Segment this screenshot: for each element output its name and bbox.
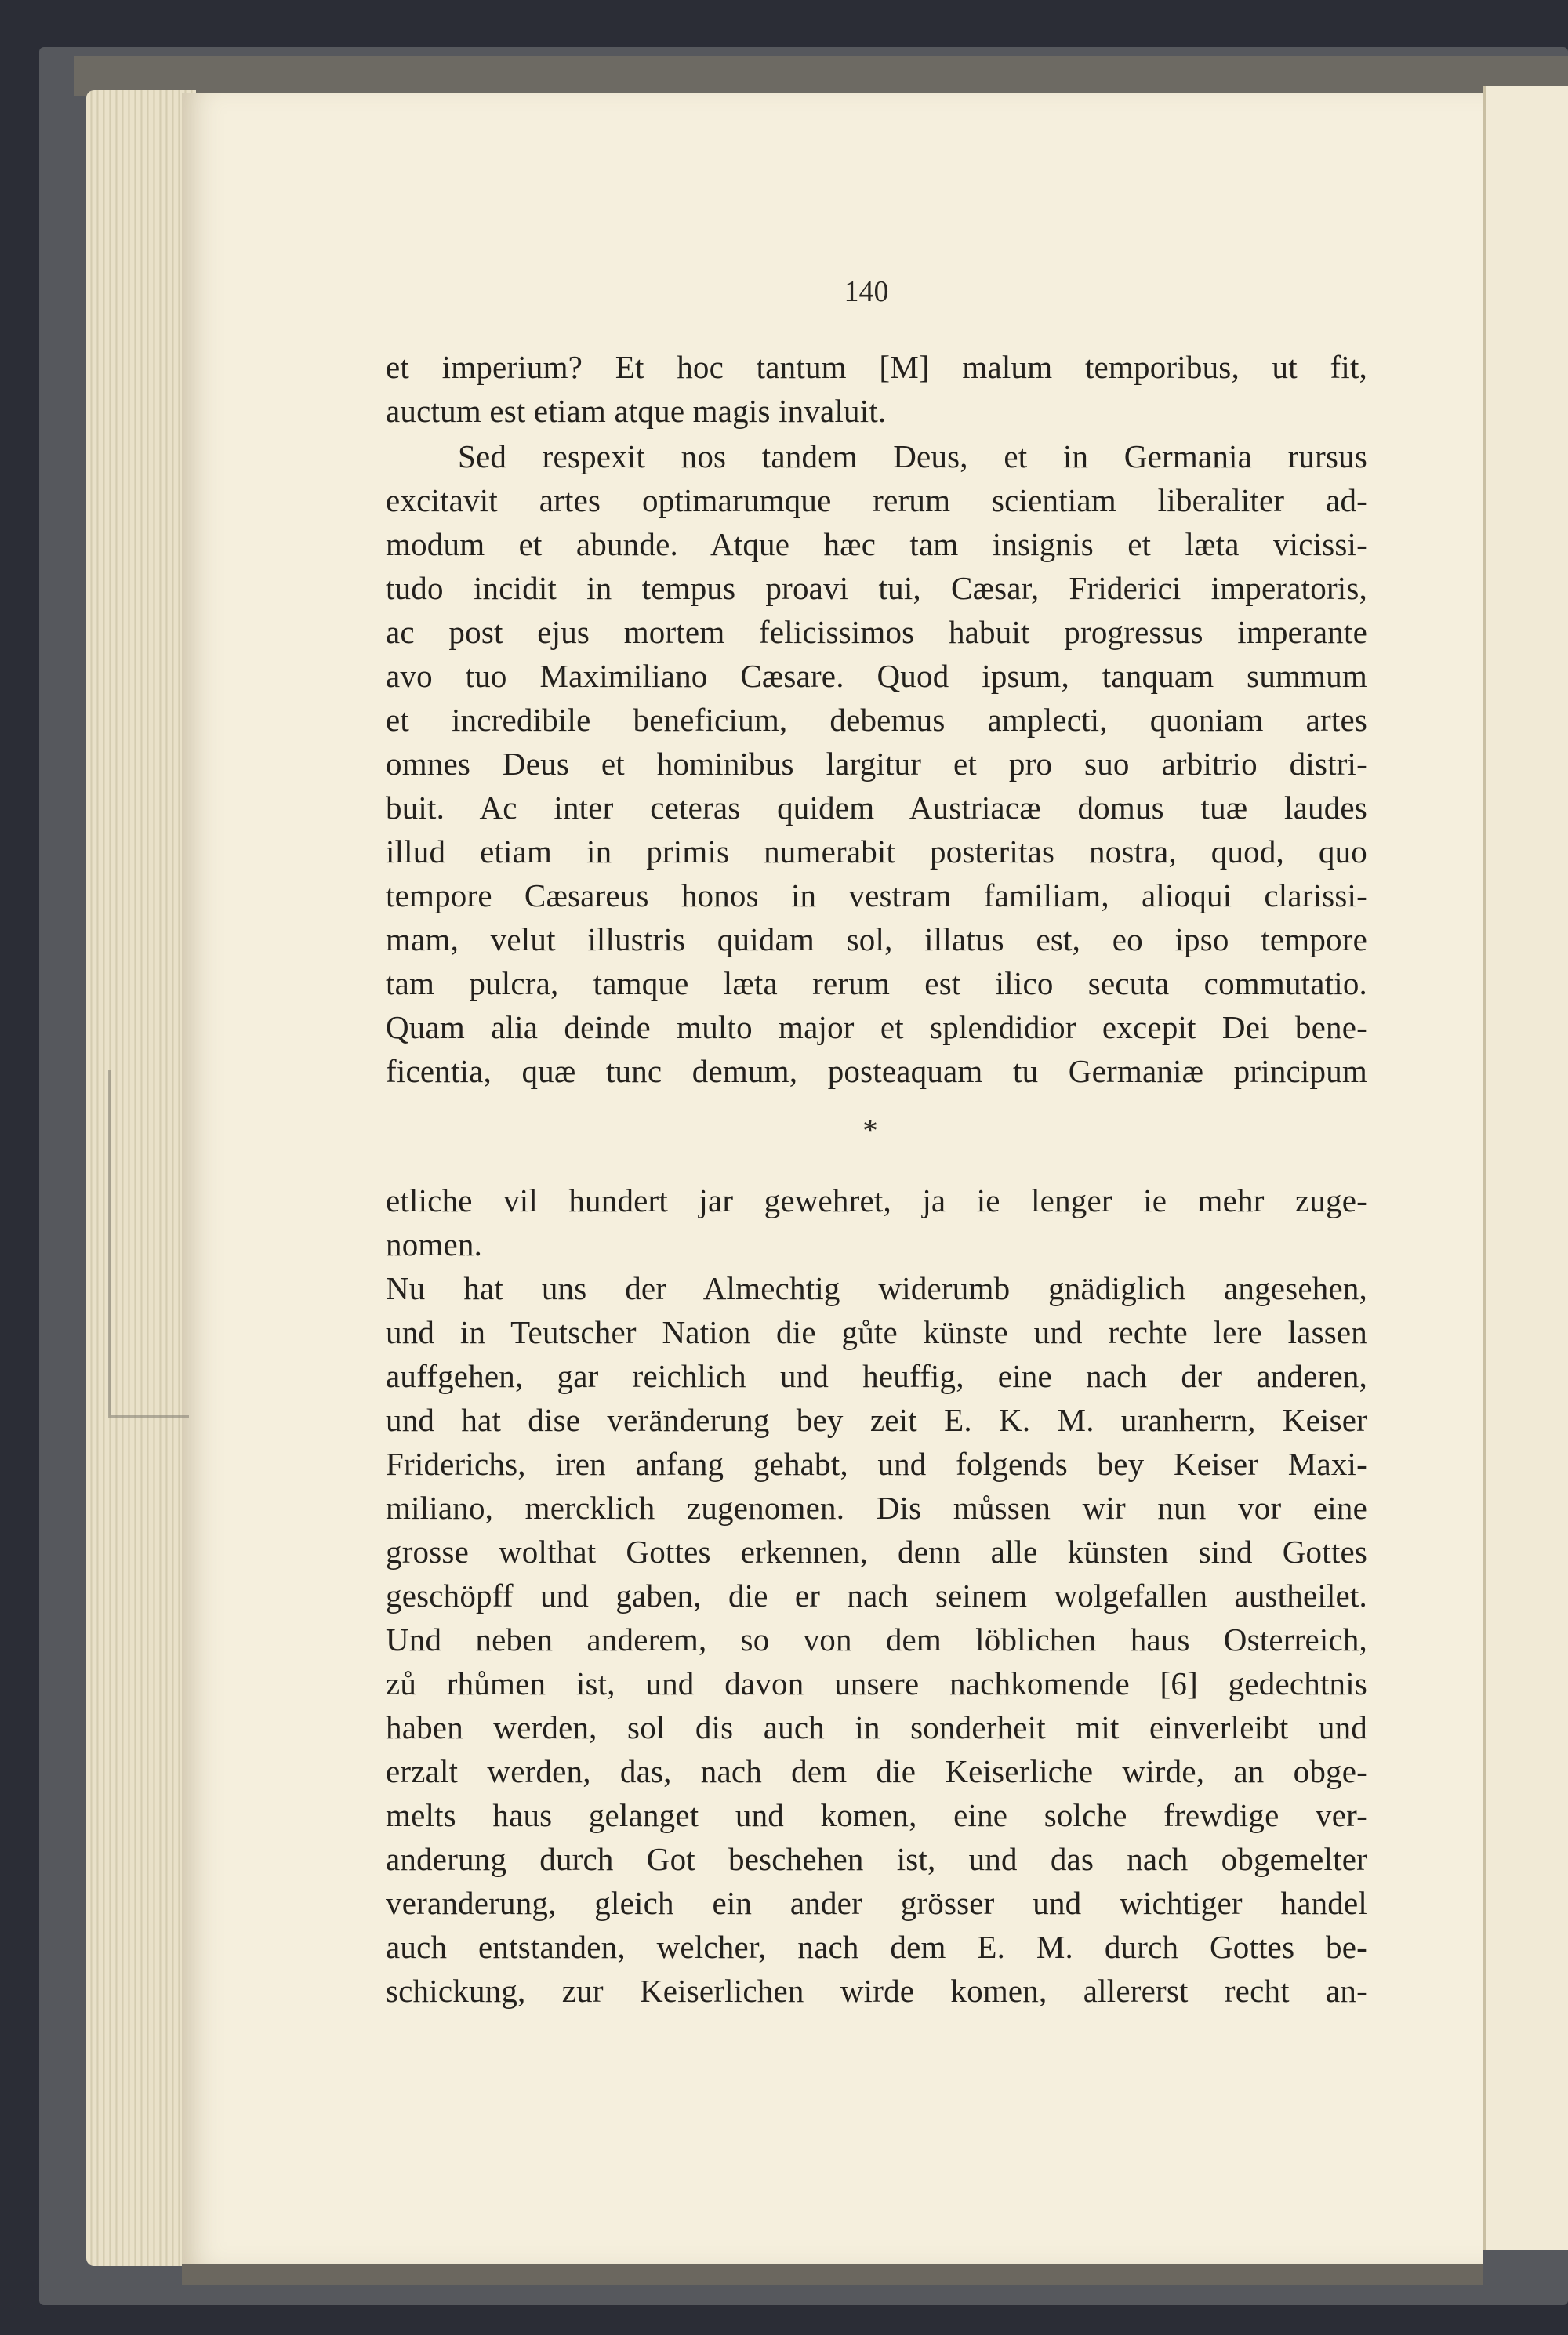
text-line: et imperium? Et hoc tantum [M] malum temporibus, ut fit, [386, 349, 1367, 385]
text-line: modum et abunde. Atque hæc tam insignis et læta vicissi- [386, 526, 1367, 562]
text-line: und in Teutscher Nation die gůte künste und rechte lere lassen [386, 1314, 1367, 1350]
text-line: etliche vil hundert jar gewehret, ja ie lenger ie mehr zuge- [386, 1182, 1367, 1218]
text-line: auffgehen, gar reichlich und heuffig, eine nach der anderen, [386, 1358, 1367, 1394]
section-separator: * [862, 1113, 878, 1148]
text-line: avo tuo Maximiliano Cæsare. Quod ipsum, tanquam summum [386, 658, 1367, 694]
text-line: auch entstanden, welcher, nach dem E. M. durch Gottes be- [386, 1929, 1367, 1965]
text-line: Quam alia deinde multo major et splendidior excepit Dei bene- [386, 1009, 1367, 1045]
text-line: ficentia, quæ tunc demum, posteaquam tu Germaniæ principum [386, 1053, 1367, 1089]
page-number: 140 [844, 275, 889, 308]
text-line: und hat dise veränderung bey zeit E. K. M. uranherrn, Keiser [386, 1402, 1367, 1438]
text-line: tudo incidit in tempus proavi tui, Cæsar, Friderici imperatoris, [386, 570, 1367, 606]
book-cover-top-edge [74, 56, 1568, 96]
text-line: grosse wolthat Gottes erkennen, denn alle künsten sind Gottes [386, 1534, 1367, 1570]
text-line: buit. Ac inter ceteras quidem Austriacæ domus tuæ laudes [386, 790, 1367, 826]
text-line: tempore Cæsareus honos in vestram familiam, alioqui clarissi- [386, 877, 1367, 913]
text-line: geschöpff und gaben, die er nach seinem wolgefallen austheilet. [386, 1578, 1367, 1614]
text-line: Friderichs, iren anfang gehabt, und folgends bey Keiser Maxi- [386, 1446, 1367, 1482]
text-line: melts haus gelanget und komen, eine solche frewdige ver- [386, 1797, 1367, 1833]
adjacent-page [1483, 86, 1568, 2250]
text-line: zů rhůmen ist, und davon unsere nachkomende [6] gedechtnis [386, 1665, 1367, 1701]
text-line: erzalt werden, das, nach dem die Keiserliche wirde, an obge- [386, 1753, 1367, 1789]
text-line: omnes Deus et hominibus largitur et pro suo arbitrio distri- [386, 746, 1367, 782]
text-line: Sed respexit nos tandem Deus, et in Germania rursus [458, 438, 1367, 474]
text-line: tam pulcra, tamque læta rerum est ilico secuta commutatio. [386, 965, 1367, 1001]
text-line: haben werden, sol dis auch in sonderheit mit einverleibt und [386, 1709, 1367, 1745]
text-line: Nu hat uns der Almechtig widerumb gnädiglich angesehen, [386, 1270, 1367, 1306]
text-line: veranderung, gleich ein ander grösser und wichtiger handel [386, 1885, 1367, 1921]
text-line: nomen. [386, 1226, 483, 1262]
book-bottom-edge [182, 2264, 1483, 2285]
text-line: miliano, mercklich zugenomen. Dis můssen wir nun vor eine [386, 1490, 1367, 1526]
text-line: ac post ejus mortem felicissimos habuit progressus imperante [386, 614, 1367, 650]
text-line: et incredibile beneficium, debemus amplecti, quoniam artes [386, 702, 1367, 738]
text-line: excitavit artes optimarumque rerum scientiam liberaliter ad- [386, 482, 1367, 518]
text-line: mam, velut illustris quidam sol, illatus est, eo ipso tempore [386, 921, 1367, 957]
text-line: anderung durch Got beschehen ist, und das nach obgemelter [386, 1841, 1367, 1877]
text-line: Und neben anderem, so von dem löblichen haus Osterreich, [386, 1621, 1367, 1658]
text-line: auctum est etiam atque magis invaluit. [386, 393, 887, 429]
text-line: schickung, zur Keiserlichen wirde komen, allererst recht an- [386, 1973, 1367, 2009]
text-line: illud etiam in primis numerabit posteritas nostra, quod, quo [386, 833, 1367, 870]
